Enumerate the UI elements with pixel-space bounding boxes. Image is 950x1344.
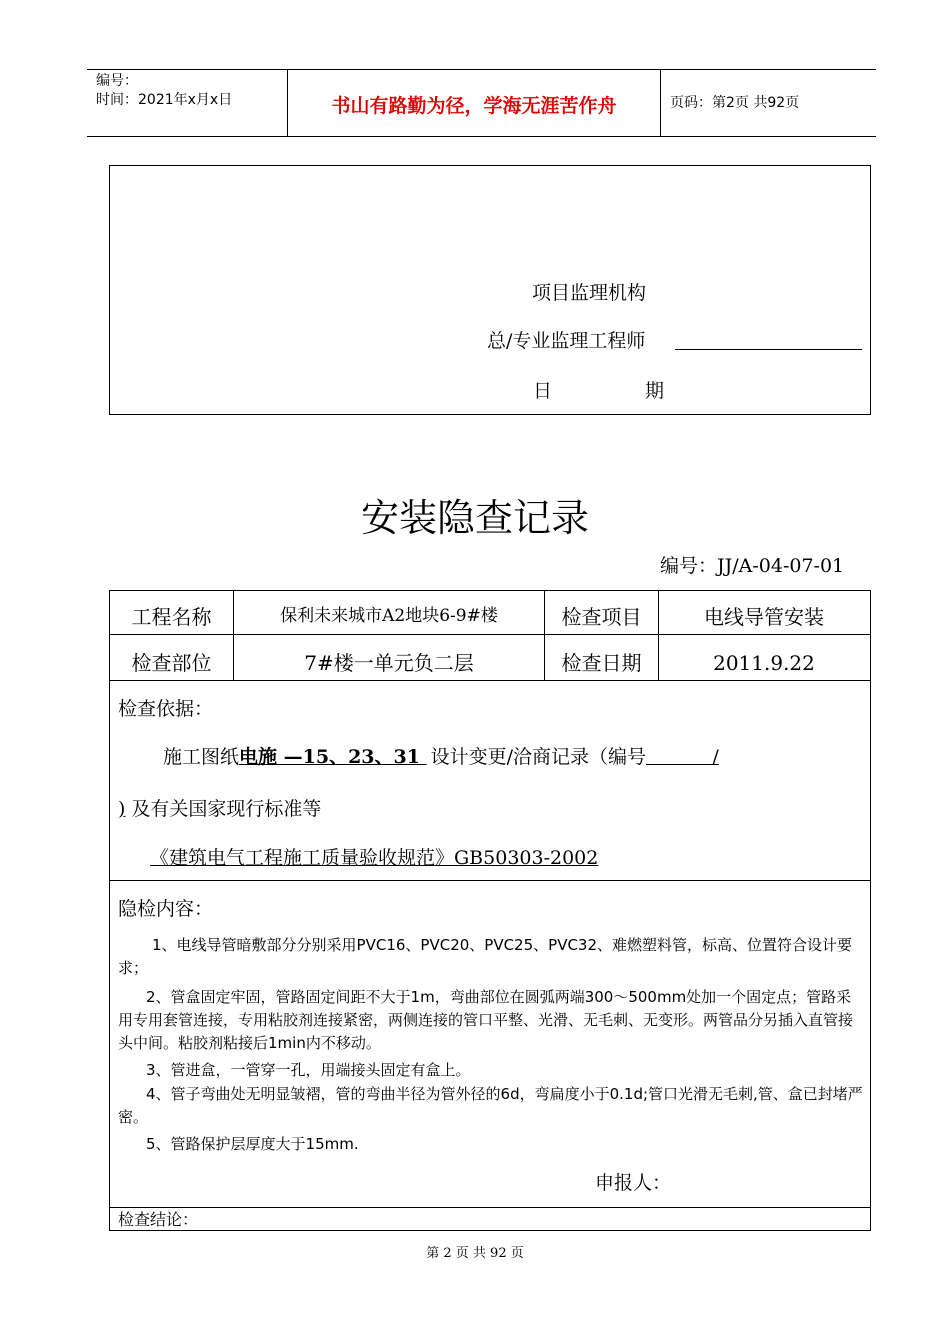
location-value: 7#楼一单元负二层 bbox=[304, 651, 474, 675]
table-rule bbox=[109, 1207, 871, 1208]
header-page-number: 页码：第2页 共92页 bbox=[670, 95, 800, 111]
basis-standards-line bbox=[118, 796, 321, 822]
hidden-item: 1、电线导管暗敷部分分别采用PVC16、PVC20、PVC25、PVC32、难燃塑料管，标高、位置符合设计要求； bbox=[118, 936, 853, 977]
hidden-content-label: 隐检内容： bbox=[118, 898, 214, 920]
hidden-item: 4、管子弯曲处无明显皱褶，管的弯曲半径为管外径的6d，弯扁度小于0.1d;管口光滑无毛刺,管、盒已封堵严密。 bbox=[118, 1085, 863, 1126]
basis-standard-name: 《建筑电气工程施工质量验收规范》GB50303-2002 bbox=[150, 847, 599, 869]
document-number: 编号：JJ/A-04-07-01 bbox=[660, 555, 845, 577]
header-bottom-rule bbox=[87, 136, 876, 137]
header-divider bbox=[660, 69, 661, 136]
signoff-engineer-label: 总/专业监理工程师 bbox=[487, 330, 646, 352]
basis-drawing-line bbox=[163, 744, 719, 770]
header-motto: 书山有路勤为径，学海无涯苦作舟 bbox=[331, 95, 617, 117]
hidden-item: 3、管进盒，一管穿一孔，用端接头固定有盒上。 bbox=[146, 1061, 471, 1079]
basis-drawing-numbers: 电施 —15、23、31 bbox=[239, 746, 427, 768]
signoff-box bbox=[109, 165, 871, 415]
conclusion-label: 检查结论： bbox=[118, 1210, 199, 1229]
check-item-label: 检查项目 bbox=[561, 605, 642, 629]
document-title: 安装隐查记录 bbox=[360, 496, 589, 540]
basis-record-number-blank: / bbox=[645, 746, 719, 768]
basis-standards-text: 及有关国家现行标准等 bbox=[131, 798, 322, 820]
header-time: 时间：2021年x月x日 bbox=[96, 92, 233, 108]
table-rule bbox=[109, 880, 871, 881]
check-item-value: 电线导管安装 bbox=[704, 605, 824, 629]
hidden-item: 5、管路保护层厚度大于15mm. bbox=[146, 1135, 359, 1153]
project-name-label: 工程名称 bbox=[131, 605, 212, 629]
signoff-org: 项目监理机构 bbox=[532, 282, 647, 304]
reporter-label: 申报人： bbox=[595, 1172, 672, 1194]
header-number-label: 编号： bbox=[96, 73, 138, 89]
signoff-date-label-right: 期 bbox=[645, 380, 665, 402]
table-rule bbox=[109, 634, 871, 635]
project-name-value: 保利未来城市A2地块6-9#楼 bbox=[280, 606, 498, 626]
location-label: 检查部位 bbox=[131, 651, 212, 675]
basis-paren: ) bbox=[118, 798, 126, 820]
basis-drawing-prefix: 施工图纸 bbox=[163, 746, 240, 768]
check-date-value: 2011.9.22 bbox=[713, 651, 815, 675]
basis-label: 检查依据： bbox=[118, 698, 214, 720]
header-top-rule bbox=[87, 69, 876, 70]
signoff-date-label-left: 日 bbox=[533, 380, 553, 402]
page-footer: 第 2 页 共 92 页 bbox=[426, 1246, 524, 1261]
check-date-label: 检查日期 bbox=[561, 651, 642, 675]
header-divider bbox=[287, 69, 288, 136]
table-rule bbox=[109, 680, 871, 681]
hidden-item: 2、管盒固定牢固，管路固定间距不大于1m，弯曲部位在圆弧两端300～500mm处加一个固定点；管路采用专用套管连接，专用粘胶剂连接紧密，两侧连接的管口平整、光滑、无毛刺、无变形。两管品分另插入直管接头中间。粘胶剂粘接后1min内不移动。 bbox=[118, 988, 854, 1052]
basis-change-record: 设计变更/洽商记录（编号 bbox=[430, 746, 646, 768]
signoff-engineer-signature-line[interactable] bbox=[675, 349, 862, 350]
